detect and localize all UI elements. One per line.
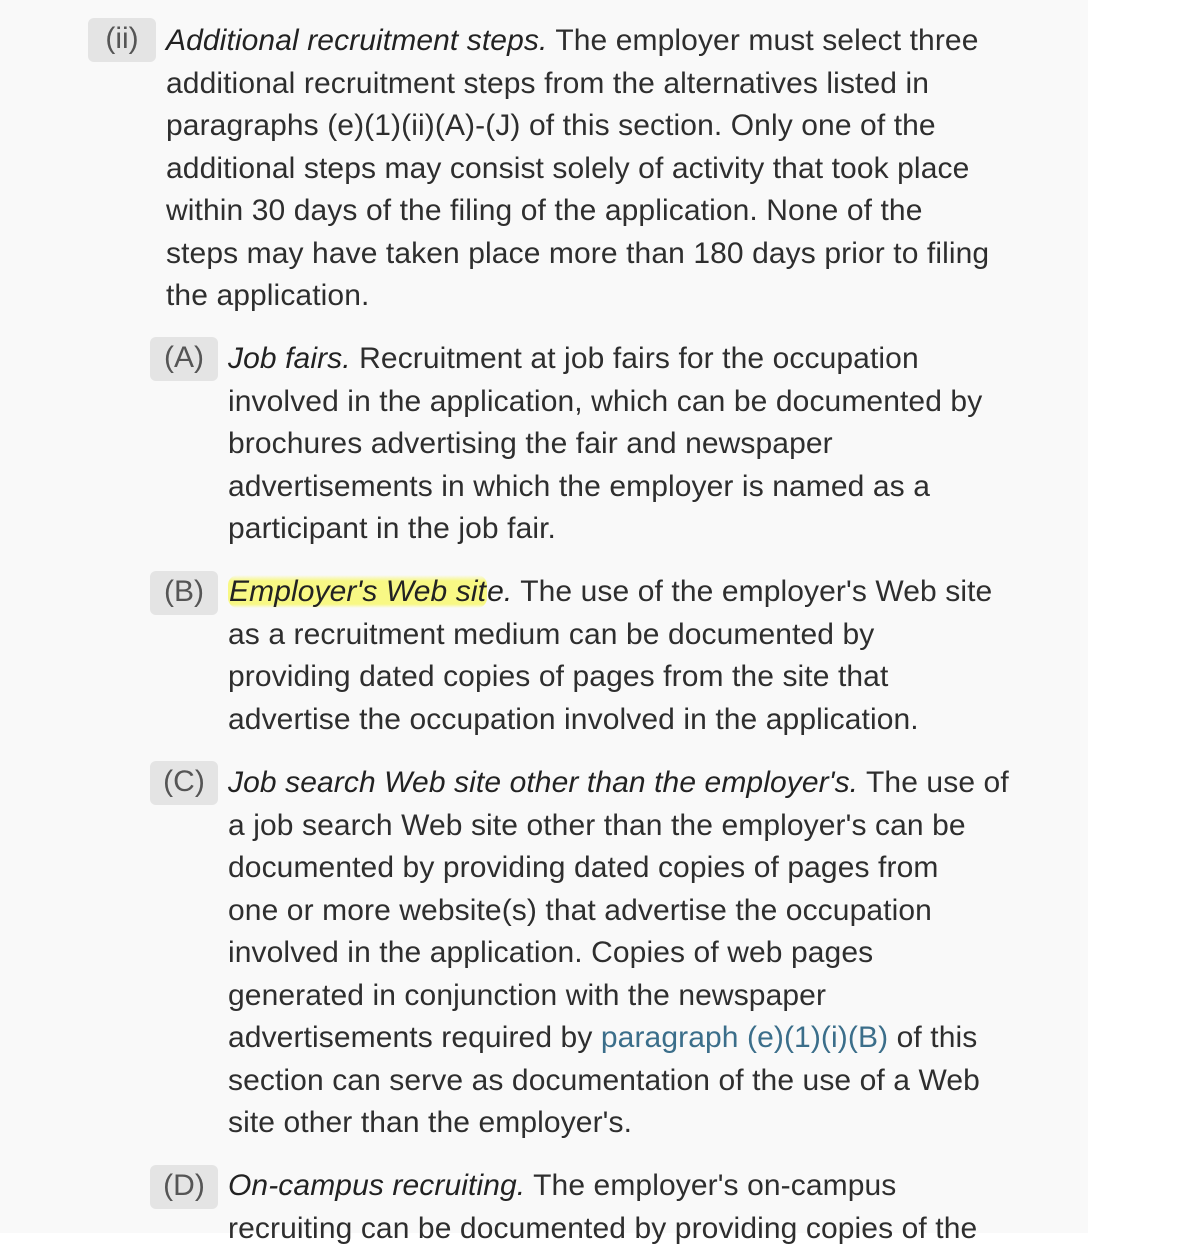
paragraph-a — [228, 338, 1068, 551]
paragraph-reference-link[interactable]: paragraph (e)(1)(i)(B) — [601, 1021, 888, 1054]
highlighted-heading: Employer's Web sit — [228, 575, 487, 608]
paragraph-text: The employer's on-campus — [525, 1169, 896, 1202]
paragraph-text: The use of — [858, 766, 1009, 799]
paragraph-text: advertise the occupation involved in the application. — [228, 699, 1068, 742]
paragraph-ii — [166, 20, 1066, 318]
paragraph-b — [228, 571, 1068, 741]
paragraph-heading: Additional recruitment steps. — [166, 24, 547, 57]
paragraph-heading: e. — [487, 575, 512, 608]
paragraph-text: participant in the job fair. — [228, 508, 1068, 551]
paragraph-text: a job search Web site other than the employer's can be — [228, 805, 1068, 848]
paragraph-heading: On-campus recruiting. — [228, 1169, 525, 1202]
paragraph-text: Recruitment at job fairs for the occupation — [351, 342, 919, 375]
paragraph-text: paragraphs (e)(1)(ii)(A)-(J) of this section. Only one of the — [166, 105, 1066, 148]
paragraph-marker-a: (A) — [150, 337, 218, 381]
paragraph-text: The use of the employer's Web site — [512, 575, 992, 608]
paragraph-text: steps may have taken place more than 180 days prior to filing — [166, 233, 1066, 276]
paragraph-text: additional steps may consist solely of activity that took place — [166, 148, 1066, 191]
paragraph-text: involved in the application. Copies of web pages — [228, 932, 1068, 975]
paragraph-text: within 30 days of the filing of the application. None of the — [166, 190, 1066, 233]
paragraph-text: involved in the application, which can be documented by — [228, 381, 1068, 424]
paragraph-text: one or more website(s) that advertise the occupation — [228, 890, 1068, 933]
paragraph-text: brochures advertising the fair and newspaper — [228, 423, 1068, 466]
paragraph-text: of this — [888, 1021, 977, 1054]
paragraph-text: site other than the employer's. — [228, 1102, 1068, 1145]
paragraph-text: generated in conjunction with the newspaper — [228, 975, 1068, 1018]
paragraph-text: the application. — [166, 275, 1066, 318]
paragraph-text: The employer must select three — [547, 24, 978, 57]
paragraph-heading: Job fairs. — [228, 342, 351, 375]
paragraph-text: as a recruitment medium can be documented by — [228, 614, 1068, 657]
paragraph-marker-c: (C) — [150, 761, 218, 805]
paragraph-text: additional recruitment steps from the alternatives listed in — [166, 63, 1066, 106]
paragraph-marker-b: (B) — [150, 571, 218, 615]
paragraph-marker-ii: (ii) — [88, 18, 156, 62]
paragraph-text: providing dated copies of pages from the site that — [228, 656, 1068, 699]
paragraph-text: advertisements in which the employer is named as a — [228, 466, 1068, 509]
paragraph-text: recruiting can be documented by providing copies of the — [228, 1208, 1068, 1250]
paragraph-d — [228, 1165, 1068, 1250]
paragraph-text: section can serve as documentation of the use of a Web — [228, 1060, 1068, 1103]
paragraph-text: documented by providing dated copies of pages from — [228, 847, 1068, 890]
paragraph-heading: Job search Web site other than the employer's. — [228, 766, 858, 799]
paragraph-text: advertisements required by — [228, 1021, 601, 1054]
paragraph-c — [228, 762, 1068, 1145]
paragraph-marker-d: (D) — [150, 1165, 218, 1209]
